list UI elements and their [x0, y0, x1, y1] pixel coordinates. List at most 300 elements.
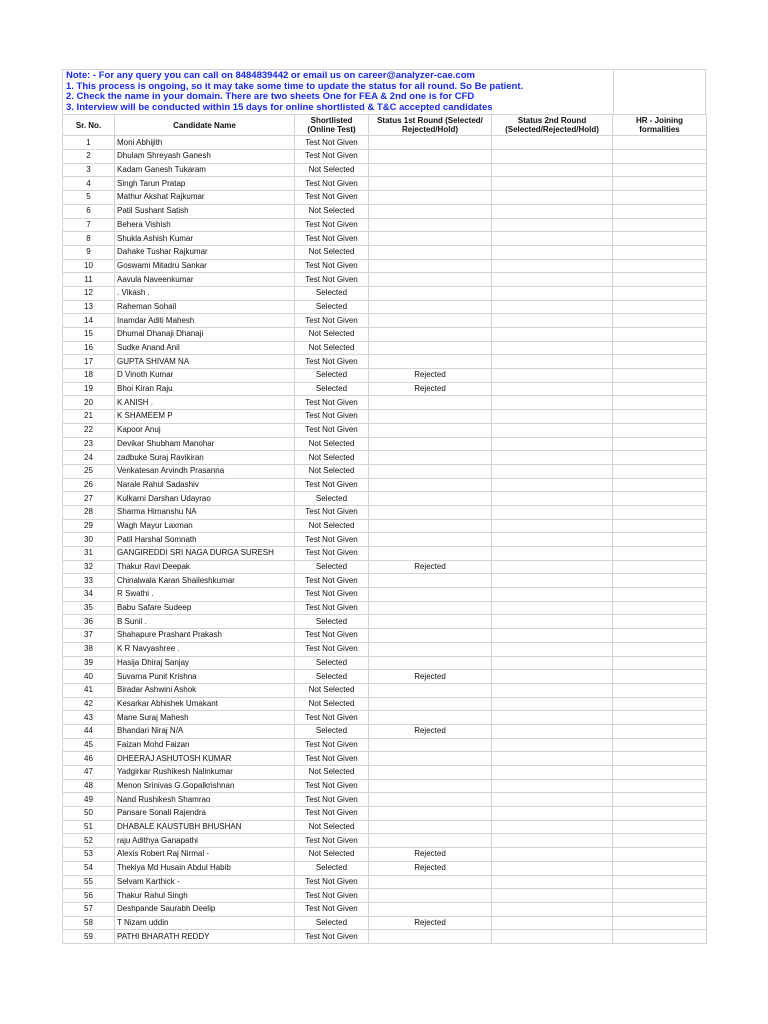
cell-sr-no: 46	[63, 752, 115, 766]
cell-round2-status	[492, 382, 613, 396]
cell-candidate-name: D Vinoth Kumar	[115, 369, 295, 383]
cell-round1-status	[369, 793, 492, 807]
cell-hr-joining	[613, 547, 707, 561]
cell-round2-status	[492, 656, 613, 670]
cell-candidate-name: Singh Tarun Pratap	[115, 177, 295, 191]
cell-sr-no: 25	[63, 464, 115, 478]
cell-candidate-name: K SHAMEEM P	[115, 410, 295, 424]
cell-shortlisted-status: Test Not Given	[295, 834, 369, 848]
table-row	[63, 560, 707, 574]
cell-shortlisted-status: Test Not Given	[295, 396, 369, 410]
cell-candidate-name: Faizan Mohd Faizan	[115, 738, 295, 752]
cell-sr-no: 4	[63, 177, 115, 191]
cell-round2-status	[492, 930, 613, 944]
cell-round1-status	[369, 355, 492, 369]
cell-sr-no: 21	[63, 410, 115, 424]
cell-shortlisted-status: Selected	[295, 300, 369, 314]
table-row	[63, 834, 707, 848]
cell-sr-no: 2	[63, 150, 115, 164]
cell-round1-status	[369, 136, 492, 150]
table-row	[63, 574, 707, 588]
cell-candidate-name: Deshpande Saurabh Deelip	[115, 902, 295, 916]
cell-round1-status	[369, 232, 492, 246]
cell-hr-joining	[613, 875, 707, 889]
cell-sr-no: 59	[63, 930, 115, 944]
cell-candidate-name: . Vikash .	[115, 286, 295, 300]
candidate-table	[62, 114, 707, 944]
cell-hr-joining	[613, 232, 707, 246]
cell-shortlisted-status: Test Not Given	[295, 410, 369, 424]
cell-sr-no: 31	[63, 547, 115, 561]
cell-candidate-name: Kapoor Anuj	[115, 423, 295, 437]
cell-shortlisted-status: Not Selected	[295, 848, 369, 862]
cell-round2-status	[492, 177, 613, 191]
cell-round1-status	[369, 588, 492, 602]
table-row	[63, 204, 707, 218]
table-row	[63, 533, 707, 547]
table-row	[63, 396, 707, 410]
cell-sr-no: 11	[63, 273, 115, 287]
cell-shortlisted-status: Test Not Given	[295, 232, 369, 246]
cell-candidate-name: T Nizam uddin	[115, 916, 295, 930]
cell-shortlisted-status: Test Not Given	[295, 629, 369, 643]
cell-candidate-name: Selvam Karthick -	[115, 875, 295, 889]
note-line: 3. Interview will be conducted within 15 days for online shortlisted & T&C accepted candidates	[66, 101, 493, 113]
cell-shortlisted-status: Test Not Given	[295, 738, 369, 752]
cell-candidate-name: Shukla Ashish Kumar	[115, 232, 295, 246]
cell-round1-status	[369, 259, 492, 273]
table-row	[63, 410, 707, 424]
cell-hr-joining	[613, 779, 707, 793]
cell-sr-no: 16	[63, 341, 115, 355]
cell-sr-no: 32	[63, 560, 115, 574]
cell-round2-status	[492, 642, 613, 656]
cell-sr-no: 42	[63, 697, 115, 711]
table-row	[63, 519, 707, 533]
cell-hr-joining	[613, 478, 707, 492]
cell-round1-status	[369, 150, 492, 164]
cell-round2-status	[492, 478, 613, 492]
cell-round1-status: Rejected	[369, 916, 492, 930]
cell-shortlisted-status: Test Not Given	[295, 478, 369, 492]
cell-sr-no: 50	[63, 807, 115, 821]
cell-hr-joining	[613, 286, 707, 300]
table-row	[63, 547, 707, 561]
cell-shortlisted-status: Test Not Given	[295, 218, 369, 232]
cell-shortlisted-status: Test Not Given	[295, 259, 369, 273]
table-row	[63, 916, 707, 930]
cell-hr-joining	[613, 916, 707, 930]
note-line: Note: - For any query you can call on 8484839442 or email us on career@analyzer-cae.com	[66, 70, 475, 81]
cell-hr-joining	[613, 150, 707, 164]
table-row	[63, 615, 707, 629]
cell-hr-joining	[613, 861, 707, 875]
cell-shortlisted-status: Test Not Given	[295, 355, 369, 369]
cell-shortlisted-status: Test Not Given	[295, 601, 369, 615]
cell-sr-no: 47	[63, 766, 115, 780]
cell-round2-status	[492, 259, 613, 273]
cell-candidate-name: Venkatesan Arvindh Prasanna	[115, 464, 295, 478]
cell-round2-status	[492, 820, 613, 834]
cell-round1-status	[369, 697, 492, 711]
cell-sr-no: 52	[63, 834, 115, 848]
cell-round2-status	[492, 191, 613, 205]
cell-round1-status	[369, 930, 492, 944]
cell-hr-joining	[613, 629, 707, 643]
cell-round1-status: Rejected	[369, 560, 492, 574]
cell-sr-no: 33	[63, 574, 115, 588]
cell-round1-status	[369, 163, 492, 177]
cell-shortlisted-status: Not Selected	[295, 820, 369, 834]
table-row	[63, 656, 707, 670]
cell-hr-joining	[613, 451, 707, 465]
cell-shortlisted-status: Test Not Given	[295, 752, 369, 766]
cell-round1-status: Rejected	[369, 369, 492, 383]
cell-sr-no: 41	[63, 683, 115, 697]
cell-round2-status	[492, 902, 613, 916]
cell-round1-status	[369, 629, 492, 643]
table-row	[63, 492, 707, 506]
cell-round2-status	[492, 505, 613, 519]
cell-round2-status	[492, 711, 613, 725]
cell-hr-joining	[613, 820, 707, 834]
cell-round1-status	[369, 423, 492, 437]
cell-hr-joining	[613, 437, 707, 451]
table-row	[63, 779, 707, 793]
cell-round1-status	[369, 574, 492, 588]
cell-shortlisted-status: Selected	[295, 369, 369, 383]
table-body	[63, 136, 707, 944]
cell-sr-no: 53	[63, 848, 115, 862]
cell-hr-joining	[613, 574, 707, 588]
cell-round1-status	[369, 738, 492, 752]
table-row	[63, 218, 707, 232]
cell-round1-status	[369, 341, 492, 355]
cell-round2-status	[492, 451, 613, 465]
cell-round2-status	[492, 423, 613, 437]
table-row	[63, 382, 707, 396]
cell-candidate-name: Goswami Mitadru Sankar	[115, 259, 295, 273]
cell-candidate-name: Kadam Ganesh Tukaram	[115, 163, 295, 177]
table-row	[63, 766, 707, 780]
cell-round1-status	[369, 875, 492, 889]
note-line: 1. This process is ongoing, so it may take some time to update the status for all round. So Be patient.	[66, 80, 524, 92]
cell-shortlisted-status: Not Selected	[295, 451, 369, 465]
header-sr-no: Sr. No.	[63, 115, 115, 136]
cell-hr-joining	[613, 588, 707, 602]
table-row	[63, 369, 707, 383]
cell-candidate-name: Babu Safare Sudeep	[115, 601, 295, 615]
cell-sr-no: 14	[63, 314, 115, 328]
cell-candidate-name: Dhumal Dhanaji Dhanaji	[115, 328, 295, 342]
cell-sr-no: 44	[63, 724, 115, 738]
cell-hr-joining	[613, 136, 707, 150]
cell-candidate-name: Alexis Robert Raj Nirmal -	[115, 848, 295, 862]
table-row	[63, 464, 707, 478]
cell-sr-no: 22	[63, 423, 115, 437]
cell-sr-no: 58	[63, 916, 115, 930]
cell-sr-no: 29	[63, 519, 115, 533]
note-line: 2. Check the name in your domain. There are two sheets One for FEA & 2nd one is for CFD	[66, 91, 475, 103]
cell-sr-no: 38	[63, 642, 115, 656]
cell-round1-status	[369, 807, 492, 821]
cell-shortlisted-status: Not Selected	[295, 683, 369, 697]
cell-round1-status	[369, 766, 492, 780]
cell-candidate-name: Inamdar Aditi Mahesh	[115, 314, 295, 328]
cell-sr-no: 19	[63, 382, 115, 396]
cell-sr-no: 26	[63, 478, 115, 492]
cell-hr-joining	[613, 382, 707, 396]
cell-hr-joining	[613, 738, 707, 752]
table-row	[63, 478, 707, 492]
cell-round2-status	[492, 889, 613, 903]
cell-shortlisted-status: Test Not Given	[295, 588, 369, 602]
cell-round1-status	[369, 191, 492, 205]
cell-hr-joining	[613, 848, 707, 862]
cell-candidate-name: Patil Sushant Satish	[115, 204, 295, 218]
cell-round2-status	[492, 697, 613, 711]
cell-candidate-name: Sharma Himanshu NA	[115, 505, 295, 519]
cell-hr-joining	[613, 642, 707, 656]
cell-shortlisted-status: Test Not Given	[295, 793, 369, 807]
cell-candidate-name: GUPTA SHIVAM NA	[115, 355, 295, 369]
cell-sr-no: 9	[63, 245, 115, 259]
cell-sr-no: 23	[63, 437, 115, 451]
cell-round2-status	[492, 848, 613, 862]
cell-round2-status	[492, 793, 613, 807]
cell-round1-status	[369, 834, 492, 848]
cell-shortlisted-status: Test Not Given	[295, 902, 369, 916]
cell-sr-no: 5	[63, 191, 115, 205]
table-row	[63, 191, 707, 205]
cell-hr-joining	[613, 697, 707, 711]
table-row	[63, 163, 707, 177]
cell-shortlisted-status: Not Selected	[295, 437, 369, 451]
table-row	[63, 670, 707, 684]
cell-round1-status	[369, 328, 492, 342]
cell-shortlisted-status: Selected	[295, 615, 369, 629]
cell-hr-joining	[613, 204, 707, 218]
cell-hr-joining	[613, 300, 707, 314]
spreadsheet	[62, 69, 706, 944]
cell-candidate-name: Bhoi Kiran Raju	[115, 382, 295, 396]
cell-sr-no: 55	[63, 875, 115, 889]
cell-sr-no: 43	[63, 711, 115, 725]
cell-hr-joining	[613, 656, 707, 670]
cell-hr-joining	[613, 410, 707, 424]
cell-round2-status	[492, 286, 613, 300]
cell-round2-status	[492, 163, 613, 177]
cell-sr-no: 56	[63, 889, 115, 903]
cell-hr-joining	[613, 930, 707, 944]
cell-round1-status	[369, 478, 492, 492]
cell-shortlisted-status: Not Selected	[295, 341, 369, 355]
cell-shortlisted-status: Selected	[295, 724, 369, 738]
table-row	[63, 889, 707, 903]
table-row	[63, 245, 707, 259]
cell-round1-status	[369, 218, 492, 232]
cell-round2-status	[492, 560, 613, 574]
cell-round2-status	[492, 588, 613, 602]
cell-candidate-name: PATHI BHARATH REDDY	[115, 930, 295, 944]
cell-candidate-name: Hasija Dhiraj Sanjay	[115, 656, 295, 670]
cell-sr-no: 8	[63, 232, 115, 246]
cell-round2-status	[492, 875, 613, 889]
cell-hr-joining	[613, 314, 707, 328]
cell-sr-no: 35	[63, 601, 115, 615]
cell-hr-joining	[613, 177, 707, 191]
cell-sr-no: 17	[63, 355, 115, 369]
cell-round1-status	[369, 779, 492, 793]
cell-candidate-name: Mathur Akshat Rajkumar	[115, 191, 295, 205]
cell-shortlisted-status: Test Not Given	[295, 177, 369, 191]
cell-shortlisted-status: Test Not Given	[295, 807, 369, 821]
table-row	[63, 136, 707, 150]
cell-round1-status	[369, 177, 492, 191]
cell-candidate-name: K ANISH .	[115, 396, 295, 410]
cell-sr-no: 6	[63, 204, 115, 218]
table-row	[63, 820, 707, 834]
cell-round2-status	[492, 328, 613, 342]
cell-shortlisted-status: Test Not Given	[295, 547, 369, 561]
table-row	[63, 697, 707, 711]
cell-candidate-name: Thakur Rahul Singh	[115, 889, 295, 903]
cell-candidate-name: Dhulam Shreyash Ganesh	[115, 150, 295, 164]
cell-sr-no: 1	[63, 136, 115, 150]
cell-hr-joining	[613, 766, 707, 780]
header-hr-joining: HR - Joining formalities	[613, 115, 707, 136]
table-row	[63, 150, 707, 164]
cell-round2-status	[492, 204, 613, 218]
table-row	[63, 793, 707, 807]
cell-candidate-name: Devikar Shubham Manohar	[115, 437, 295, 451]
cell-shortlisted-status: Test Not Given	[295, 136, 369, 150]
cell-sr-no: 54	[63, 861, 115, 875]
cell-round2-status	[492, 464, 613, 478]
cell-sr-no: 15	[63, 328, 115, 342]
cell-shortlisted-status: Test Not Given	[295, 423, 369, 437]
cell-candidate-name: B Sunil .	[115, 615, 295, 629]
cell-shortlisted-status: Test Not Given	[295, 930, 369, 944]
cell-candidate-name: Narale Rahul Sadashiv	[115, 478, 295, 492]
table-row	[63, 328, 707, 342]
cell-round2-status	[492, 738, 613, 752]
header-row	[63, 115, 707, 136]
cell-round2-status	[492, 437, 613, 451]
cell-sr-no: 48	[63, 779, 115, 793]
cell-candidate-name: DHABALE KAUSTUBH BHUSHAN	[115, 820, 295, 834]
table-row	[63, 902, 707, 916]
table-row	[63, 588, 707, 602]
cell-round1-status	[369, 902, 492, 916]
cell-round1-status	[369, 889, 492, 903]
cell-round1-status	[369, 437, 492, 451]
cell-shortlisted-status: Test Not Given	[295, 889, 369, 903]
cell-shortlisted-status: Not Selected	[295, 163, 369, 177]
cell-hr-joining	[613, 273, 707, 287]
cell-candidate-name: Pansare Sonali Rajendra	[115, 807, 295, 821]
cell-round1-status	[369, 683, 492, 697]
cell-round2-status	[492, 779, 613, 793]
cell-candidate-name: Thekiya Md Husain Abdul Habib	[115, 861, 295, 875]
cell-hr-joining	[613, 163, 707, 177]
cell-sr-no: 45	[63, 738, 115, 752]
cell-candidate-name: Chinalwala Karan Shaileshkumar	[115, 574, 295, 588]
table-row	[63, 724, 707, 738]
table-row	[63, 300, 707, 314]
cell-candidate-name: raju Adithya Ganapathi	[115, 834, 295, 848]
cell-round1-status	[369, 752, 492, 766]
table-row	[63, 423, 707, 437]
cell-candidate-name: Kulkarni Darshan Udayrao	[115, 492, 295, 506]
cell-candidate-name: GANGIREDDI SRI NAGA DURGA SURESH	[115, 547, 295, 561]
cell-round2-status	[492, 752, 613, 766]
table-row	[63, 232, 707, 246]
cell-shortlisted-status: Selected	[295, 656, 369, 670]
cell-sr-no: 57	[63, 902, 115, 916]
cell-sr-no: 39	[63, 656, 115, 670]
cell-candidate-name: Bhandari Niraj N/A	[115, 724, 295, 738]
cell-round2-status	[492, 766, 613, 780]
cell-shortlisted-status: Test Not Given	[295, 314, 369, 328]
cell-shortlisted-status: Selected	[295, 560, 369, 574]
cell-candidate-name: zadbuke Suraj Ravikiran	[115, 451, 295, 465]
cell-hr-joining	[613, 683, 707, 697]
cell-candidate-name: DHEERAJ ASHUTOSH KUMAR	[115, 752, 295, 766]
cell-shortlisted-status: Test Not Given	[295, 779, 369, 793]
table-row	[63, 711, 707, 725]
cell-hr-joining	[613, 396, 707, 410]
header-shortlisted: Shortlisted (Online Test)	[295, 115, 369, 136]
cell-round2-status	[492, 355, 613, 369]
cell-round2-status	[492, 492, 613, 506]
cell-shortlisted-status: Selected	[295, 916, 369, 930]
cell-round1-status	[369, 519, 492, 533]
cell-candidate-name: K R Navyashree .	[115, 642, 295, 656]
cell-shortlisted-status: Selected	[295, 382, 369, 396]
cell-shortlisted-status: Test Not Given	[295, 150, 369, 164]
cell-round2-status	[492, 916, 613, 930]
table-row	[63, 273, 707, 287]
cell-round1-status: Rejected	[369, 670, 492, 684]
cell-hr-joining	[613, 793, 707, 807]
table-row	[63, 642, 707, 656]
cell-candidate-name: Dahake Tushar Rajkumar	[115, 245, 295, 259]
cell-round1-status	[369, 410, 492, 424]
cell-round1-status	[369, 533, 492, 547]
cell-round2-status	[492, 724, 613, 738]
cell-round1-status	[369, 464, 492, 478]
cell-round2-status	[492, 683, 613, 697]
cell-hr-joining	[613, 834, 707, 848]
empty-cell	[614, 70, 705, 114]
cell-round2-status	[492, 341, 613, 355]
cell-sr-no: 18	[63, 369, 115, 383]
cell-candidate-name: Behera Vishish	[115, 218, 295, 232]
cell-round1-status	[369, 547, 492, 561]
cell-candidate-name: Nand Rushikesh Shamrao	[115, 793, 295, 807]
cell-round1-status	[369, 451, 492, 465]
cell-sr-no: 3	[63, 163, 115, 177]
cell-round1-status	[369, 245, 492, 259]
cell-shortlisted-status: Selected	[295, 492, 369, 506]
cell-hr-joining	[613, 464, 707, 478]
cell-round2-status	[492, 218, 613, 232]
cell-candidate-name: Yadgirkar Rushikesh Nalinkumar	[115, 766, 295, 780]
cell-hr-joining	[613, 889, 707, 903]
cell-round1-status	[369, 314, 492, 328]
cell-round1-status	[369, 656, 492, 670]
